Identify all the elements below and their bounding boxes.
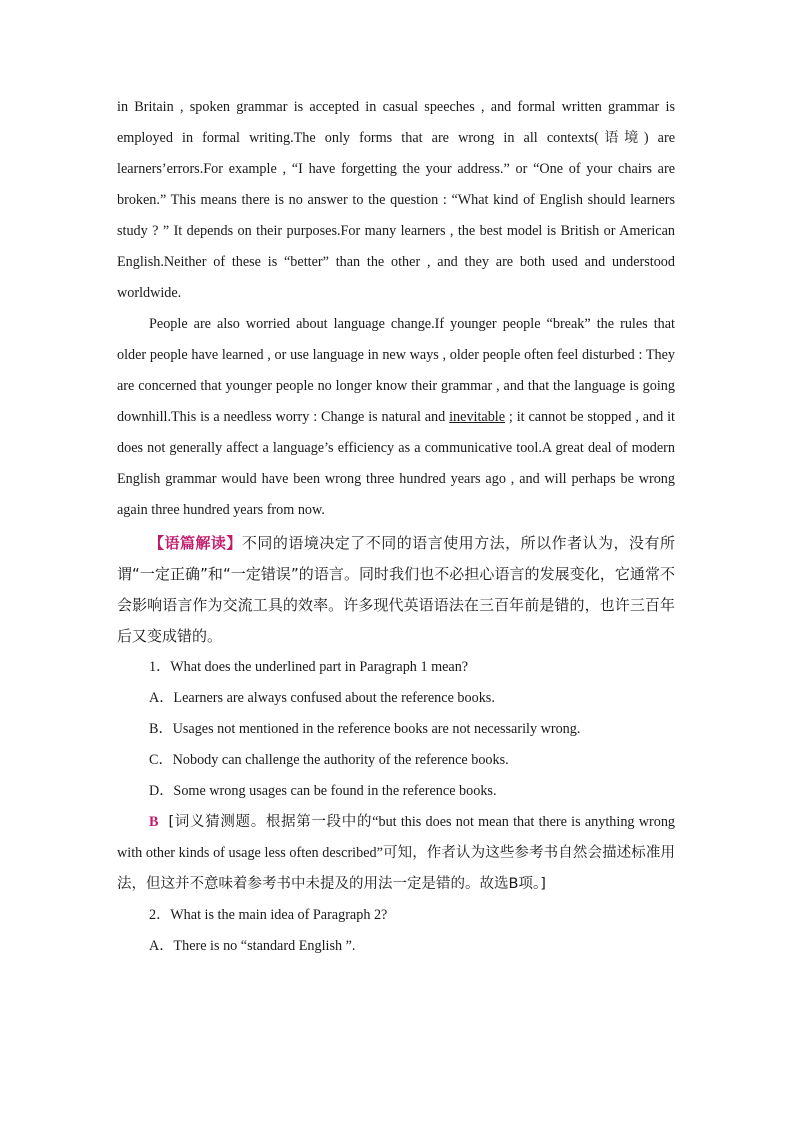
answer-explanation-1: [词义猜测题。根据第一段中的 (168, 814, 373, 830)
question-1-option-d: D．Some wrong usages can be found in the reference books. (149, 783, 497, 799)
passage-paragraph-1: in Britain , spoken grammar is accepted in casual speeches , and formal written grammar is employed in formal writing.The only forms that are wrong in all contexts(语境) are learners’errors.For example , “I have forgetting the your address.” or “One of your chairs are broken.” This means there is no answer to the question : “What kind of English should learners study ? ” It depends on their purposes.For many learners , the best model is British or American English.Neither of these is “better” than the other , and they are both used and understood worldwide. (117, 99, 675, 301)
underlined-word: inevitable (449, 409, 506, 425)
question-1-option-a: A．Learners are always confused about the reference books. (149, 690, 495, 706)
passage-paragraph-2-text-b: ; it cannot be stopped , and it does not generally affect a language’s efficiency as a communicative tool.A great deal of modern English grammar would have been wrong three hundred years ago , and will perhaps be wrong again three hundred years from now. (117, 409, 675, 518)
question-1-stem: 1．What does the underlined part in Paragraph 1 mean? (149, 659, 469, 675)
question-1-answer (117, 807, 675, 900)
analysis-tag: 【语篇解读】 (149, 534, 242, 552)
answer-key: B (149, 814, 159, 830)
passage-analysis (117, 528, 675, 652)
question-1-option-b: B．Usages not mentioned in the reference books are not necessarily wrong. (149, 721, 581, 737)
passage-paragraph-2 (117, 309, 675, 526)
document-content (117, 92, 675, 962)
answer-explanation-quote: “but this does not mean that there is anything wrong with other kinds of usage less often described” (117, 814, 676, 861)
analysis-text: 不同的语境决定了不同的语言使用方法，所以作者认为，没有所谓“一定正确”和“一定错误”的语言。同时我们也不必担心语言的发展变化，它通常不会影响语言作为交流工具的效率。许多现代英语语法在三百年前是错的，也许三百年后又变成错的。 (117, 534, 675, 645)
answer-explanation-2: 可知，作者认为这些参考书自然会描述标准用法，但这并不意味着参考书中未提及的用法一定是错的。故选B项。] (117, 845, 675, 892)
passage-paragraph-2-text-a: People are also worried about language change.If younger people “break” the rules that older people have learned , or use language in new ways , older people often feel disturbed : They are concerned that younger people no longer know their grammar , and that the language is going downhill.This is a needless worry : Change is natural and (117, 316, 675, 425)
question-2-stem: 2．What is the main idea of Paragraph 2? (149, 907, 388, 923)
question-1-option-c: C．Nobody can challenge the authority of the reference books. (149, 752, 509, 768)
question-2-option-a: A．There is no “standard English ”. (149, 938, 356, 954)
